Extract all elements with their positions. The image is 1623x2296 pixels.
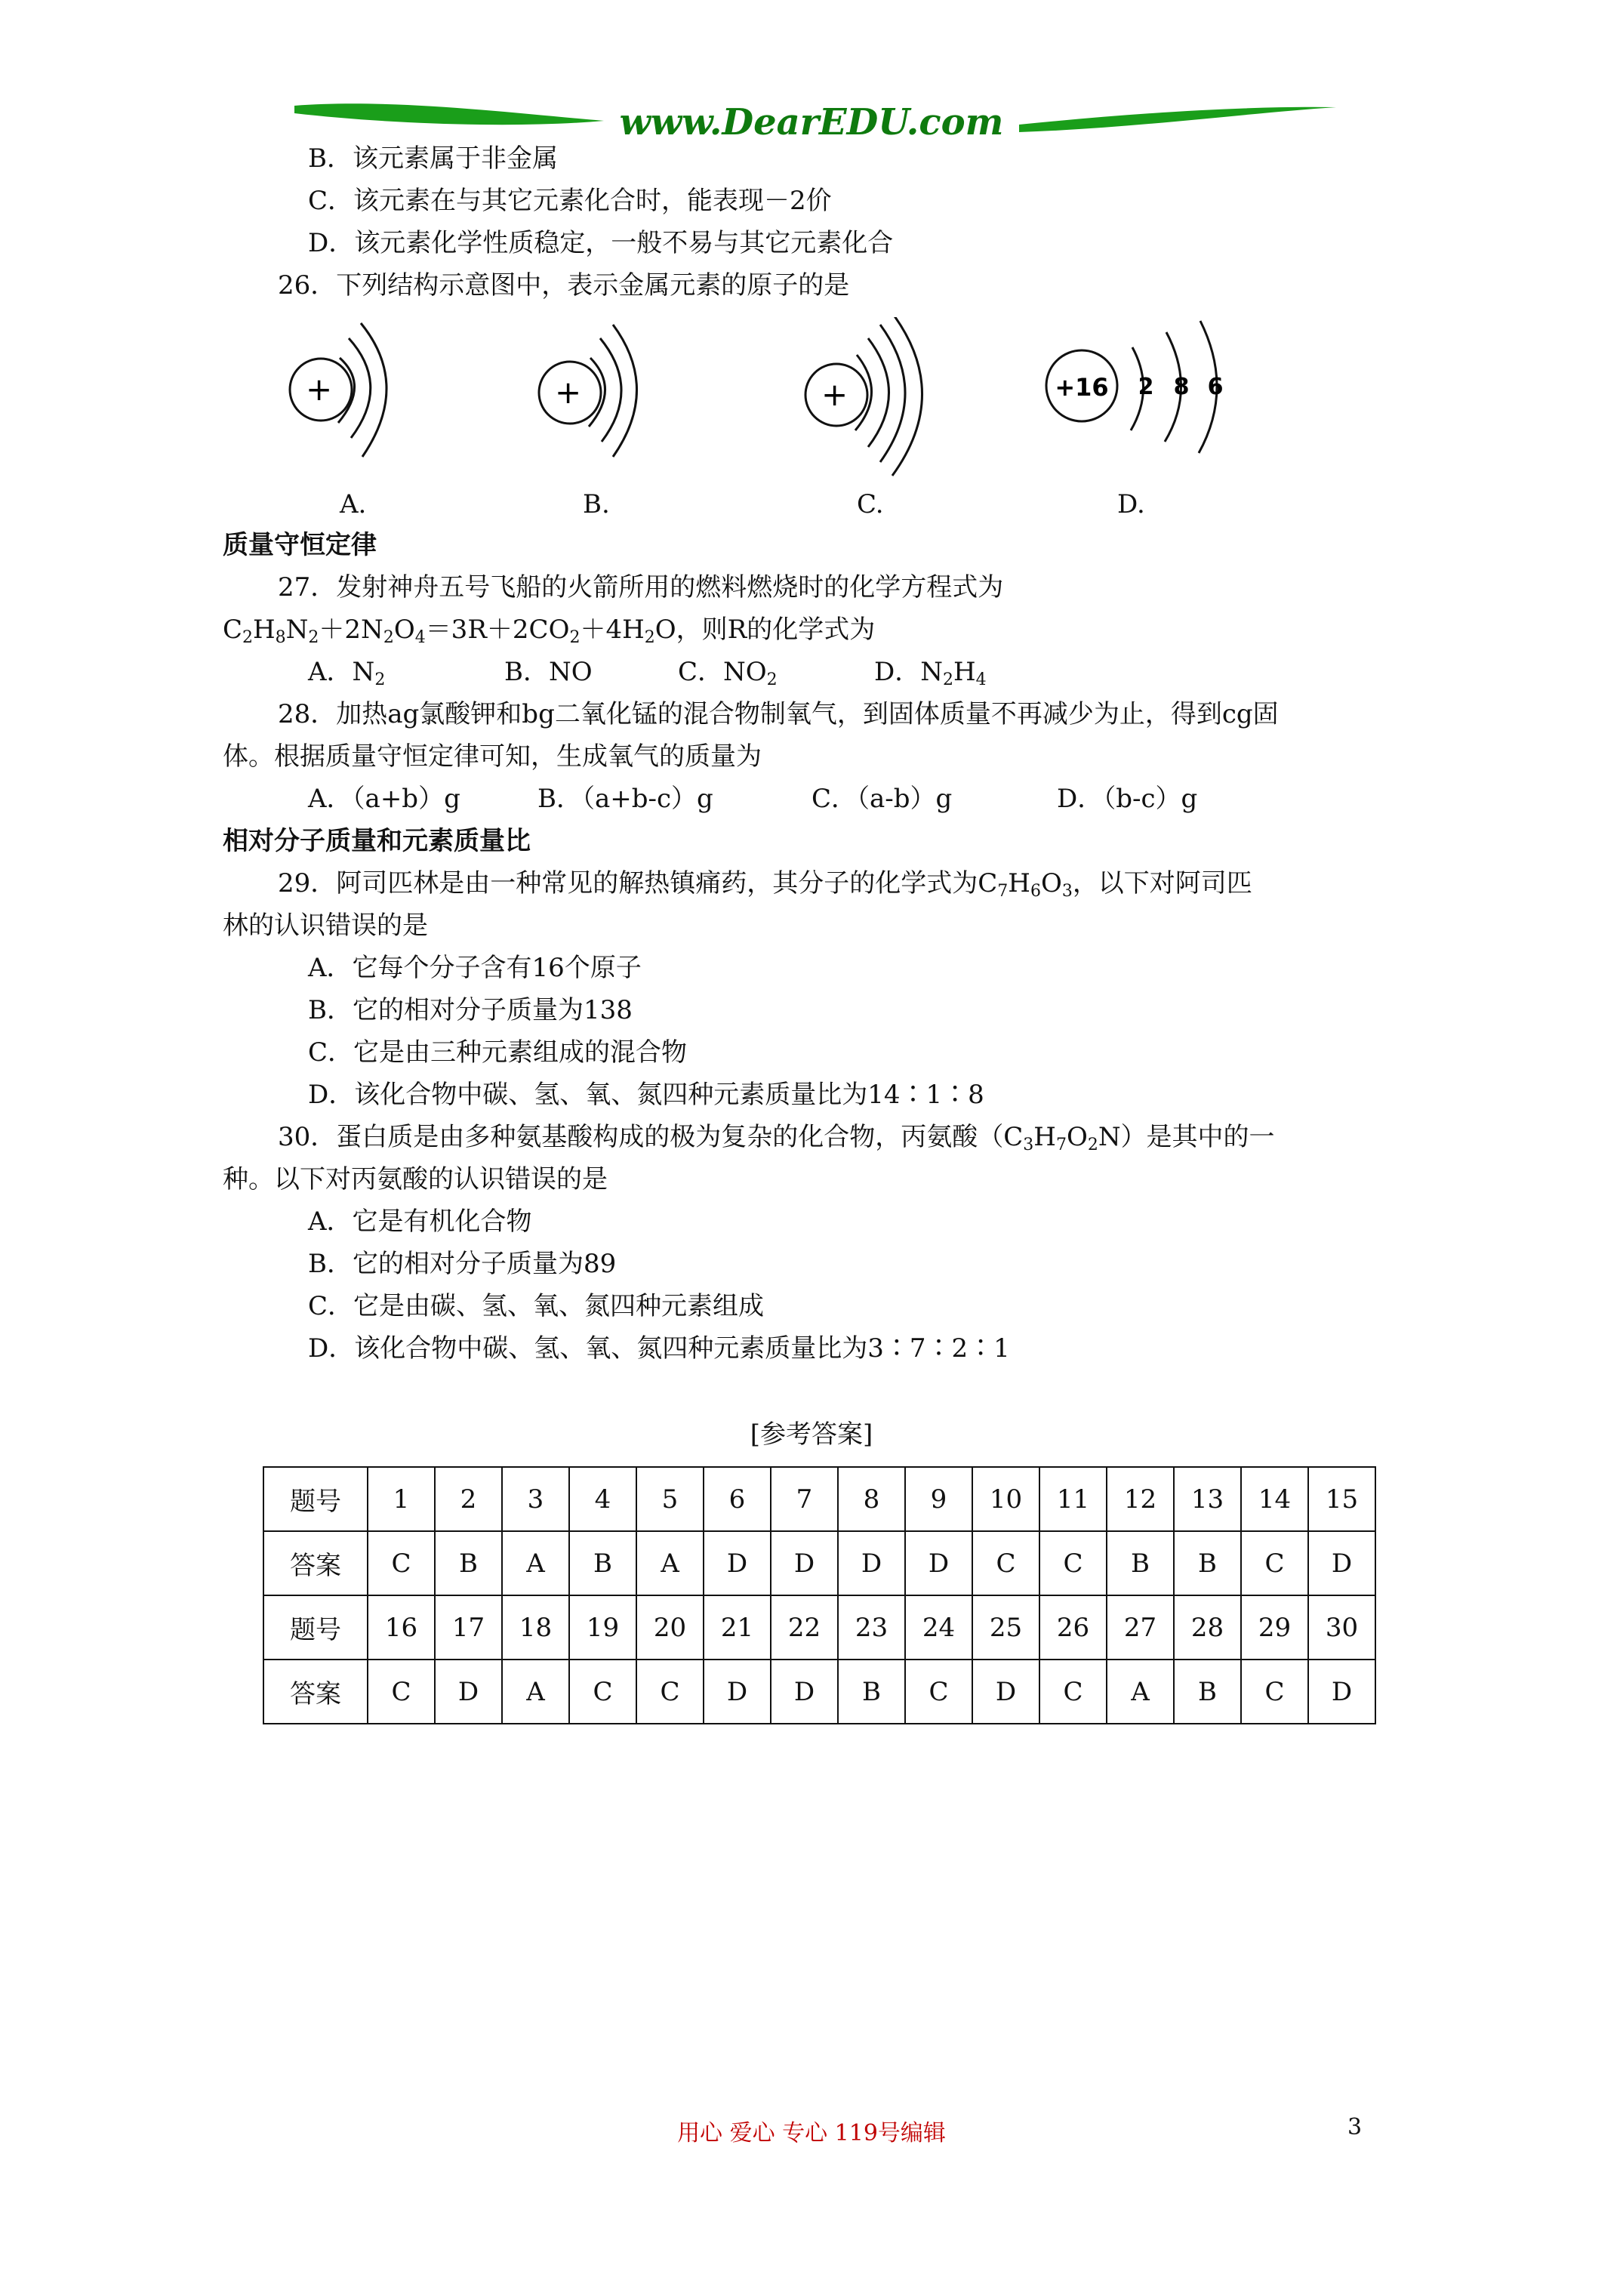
- q25-option-b: B．该元素属于非金属: [308, 143, 558, 174]
- table-cell: 6: [704, 1467, 771, 1531]
- q29-option-b: B．它的相对分子质量为138: [308, 995, 633, 1025]
- logo-text: www.DearEDU.com: [619, 101, 1004, 143]
- table-cell: C: [1039, 1531, 1107, 1595]
- q28-stem-line1: 28．加热ag氯酸钾和bg二氧化锰的混合物制氧气，到固体质量不再减少为止，得到cg固: [278, 699, 1279, 729]
- q26-stem: 26．下列结构示意图中，表示金属元素的原子的是: [278, 270, 850, 300]
- diagram-a-nucleus: +: [306, 371, 333, 408]
- table-cell: D: [704, 1531, 771, 1595]
- table-cell: 21: [704, 1595, 771, 1660]
- table-cell: C: [972, 1531, 1039, 1595]
- q27-stem: 27．发射神舟五号飞船的火箭所用的燃料燃烧时的化学方程式为: [278, 572, 1004, 603]
- table-cell: B: [838, 1660, 905, 1724]
- section-heading-molecular-mass: 相对分子质量和元素质量比: [223, 826, 531, 856]
- q25-option-d: D．该元素化学性质稳定，一般不易与其它元素化合: [308, 228, 894, 258]
- answer-key-title: [参考答案]: [750, 1419, 873, 1450]
- table-cell: B: [1174, 1660, 1241, 1724]
- table-cell: C: [1039, 1660, 1107, 1724]
- table-cell: 7: [771, 1467, 838, 1531]
- q26-label-d: D.: [1117, 489, 1145, 519]
- table-cell: 23: [838, 1595, 905, 1660]
- table-cell: C: [1241, 1660, 1308, 1724]
- table-cell: D: [1308, 1531, 1375, 1595]
- row-label: 答案: [263, 1531, 368, 1595]
- q27-option-d: D．$N_2H_4$: [874, 657, 987, 689]
- table-cell: D: [972, 1660, 1039, 1724]
- left-swoosh: [294, 103, 604, 125]
- table-cell: 19: [569, 1595, 636, 1660]
- q30-option-b: B．它的相对分子质量为89: [308, 1249, 617, 1279]
- table-cell: 9: [905, 1467, 972, 1531]
- table-row: [263, 1531, 1375, 1595]
- table-cell: C: [1241, 1531, 1308, 1595]
- table-cell: 4: [569, 1467, 636, 1531]
- row-label: 题号: [263, 1595, 368, 1660]
- table-cell: 14: [1241, 1467, 1308, 1531]
- answer-key-table: [263, 1466, 1376, 1724]
- q28-stem-line2: 体。根据质量守恒定律可知，生成氧气的质量为: [223, 741, 762, 772]
- q25-option-c: C．该元素在与其它元素化合时，能表现－2价: [308, 186, 832, 216]
- table-cell: A: [636, 1531, 704, 1595]
- diagram-d-nucleus: +16: [1055, 373, 1109, 402]
- row-label: 题号: [263, 1467, 368, 1531]
- table-cell: B: [1174, 1531, 1241, 1595]
- q29-option-c: C．它是由三种元素组成的混合物: [308, 1037, 688, 1068]
- diagram-c-nucleus: +: [821, 376, 848, 413]
- table-cell: C: [569, 1660, 636, 1724]
- q30-option-d: D．该化合物中碳、氢、氧、氮四种元素质量比为3∶7∶2∶1: [308, 1333, 1010, 1364]
- q26-label-b: B.: [583, 489, 610, 519]
- table-cell: D: [771, 1660, 838, 1724]
- q28-option-a: A．（a+b）g: [308, 784, 460, 814]
- table-cell: 17: [435, 1595, 502, 1660]
- table-cell: B: [1107, 1531, 1174, 1595]
- q26-label-a: A.: [340, 489, 367, 519]
- diagram-a: [290, 323, 387, 457]
- table-cell: 29: [1241, 1595, 1308, 1660]
- table-cell: B: [435, 1531, 502, 1595]
- table-cell: B: [569, 1531, 636, 1595]
- table-cell: A: [502, 1660, 569, 1724]
- table-cell: 11: [1039, 1467, 1107, 1531]
- table-cell: D: [838, 1531, 905, 1595]
- q29-stem-line2: 林的认识错误的是: [223, 911, 428, 941]
- diagram-b-nucleus: +: [555, 374, 582, 411]
- diagram-d-shell-2: 8: [1173, 374, 1190, 400]
- diagram-d-shell-3: 6: [1207, 374, 1224, 400]
- table-cell: 3: [502, 1467, 569, 1531]
- q30-stem-line2: 种。以下对丙氨酸的认识错误的是: [223, 1164, 608, 1194]
- table-cell: 30: [1308, 1595, 1375, 1660]
- q28-option-c: C．（a-b）g: [812, 784, 953, 814]
- table-cell: 27: [1107, 1595, 1174, 1660]
- right-swoosh: [1019, 107, 1336, 132]
- table-cell: 22: [771, 1595, 838, 1660]
- table-cell: D: [704, 1660, 771, 1724]
- table-cell: 28: [1174, 1595, 1241, 1660]
- q26-label-c: C.: [857, 489, 884, 519]
- table-cell: 24: [905, 1595, 972, 1660]
- table-row: [263, 1660, 1375, 1724]
- row-label: 答案: [263, 1660, 368, 1724]
- table-cell: A: [502, 1531, 569, 1595]
- q27-option-a: A．$N_2$: [308, 657, 386, 689]
- q27-option-b: B．NO: [504, 657, 593, 687]
- table-cell: 16: [368, 1595, 435, 1660]
- q27-option-c: C．$NO_2$: [678, 657, 778, 689]
- diagram-b: [539, 325, 637, 457]
- table-cell: 13: [1174, 1467, 1241, 1531]
- table-cell: A: [1107, 1660, 1174, 1724]
- page-number: 3: [1347, 2114, 1363, 2140]
- q27-equation: $C_2H_8N_2+2N_2O_4=3R+2CO_2+4H_2O$，则R的化学式为: [223, 615, 876, 647]
- table-cell: 10: [972, 1467, 1039, 1531]
- table-cell: C: [905, 1660, 972, 1724]
- table-cell: 8: [838, 1467, 905, 1531]
- table-cell: 18: [502, 1595, 569, 1660]
- q28-option-d: D．（b-c）g: [1057, 784, 1198, 814]
- q30-option-c: C．它是由碳、氢、氧、氮四种元素组成: [308, 1291, 765, 1321]
- table-row: [263, 1595, 1375, 1660]
- table-cell: 26: [1039, 1595, 1107, 1660]
- table-cell: D: [1308, 1660, 1375, 1724]
- table-cell: 25: [972, 1595, 1039, 1660]
- table-cell: C: [368, 1660, 435, 1724]
- table-cell: D: [435, 1660, 502, 1724]
- atom-structure-diagrams: [0, 317, 1623, 544]
- table-cell: 12: [1107, 1467, 1174, 1531]
- table-row: [263, 1467, 1375, 1531]
- table-cell: 2: [435, 1467, 502, 1531]
- table-cell: C: [636, 1660, 704, 1724]
- q30-stem-line1: 30．蛋白质是由多种氨基酸构成的极为复杂的化合物，丙氨酸$(C_3H_7O_2N)$是其中的一: [278, 1122, 1275, 1154]
- q29-option-a: A．它每个分子含有16个原子: [308, 953, 642, 983]
- section-heading-mass-conservation: 质量守恒定律: [223, 530, 377, 560]
- q30-option-a: A．它是有机化合物: [308, 1207, 532, 1237]
- table-cell: 15: [1308, 1467, 1375, 1531]
- table-cell: D: [905, 1531, 972, 1595]
- q28-option-b: B．（a+b-c）g: [537, 784, 713, 814]
- dearedu-logo: [0, 0, 1623, 151]
- diagram-d-shell-1: 2: [1138, 374, 1154, 400]
- table-cell: 5: [636, 1467, 704, 1531]
- table-cell: 1: [368, 1467, 435, 1531]
- table-cell: 20: [636, 1595, 704, 1660]
- table-cell: C: [368, 1531, 435, 1595]
- q29-stem-line1: 29．阿司匹林是由一种常见的解热镇痛药，其分子的化学式为$C_7H_6O_3$，以下对阿司匹: [278, 868, 1252, 901]
- q29-option-d: D．该化合物中碳、氢、氧、氮四种元素质量比为14∶1∶8: [308, 1080, 984, 1110]
- table-cell: D: [771, 1531, 838, 1595]
- footer-text: 用心 爱心 专心 119号编辑: [677, 2120, 946, 2147]
